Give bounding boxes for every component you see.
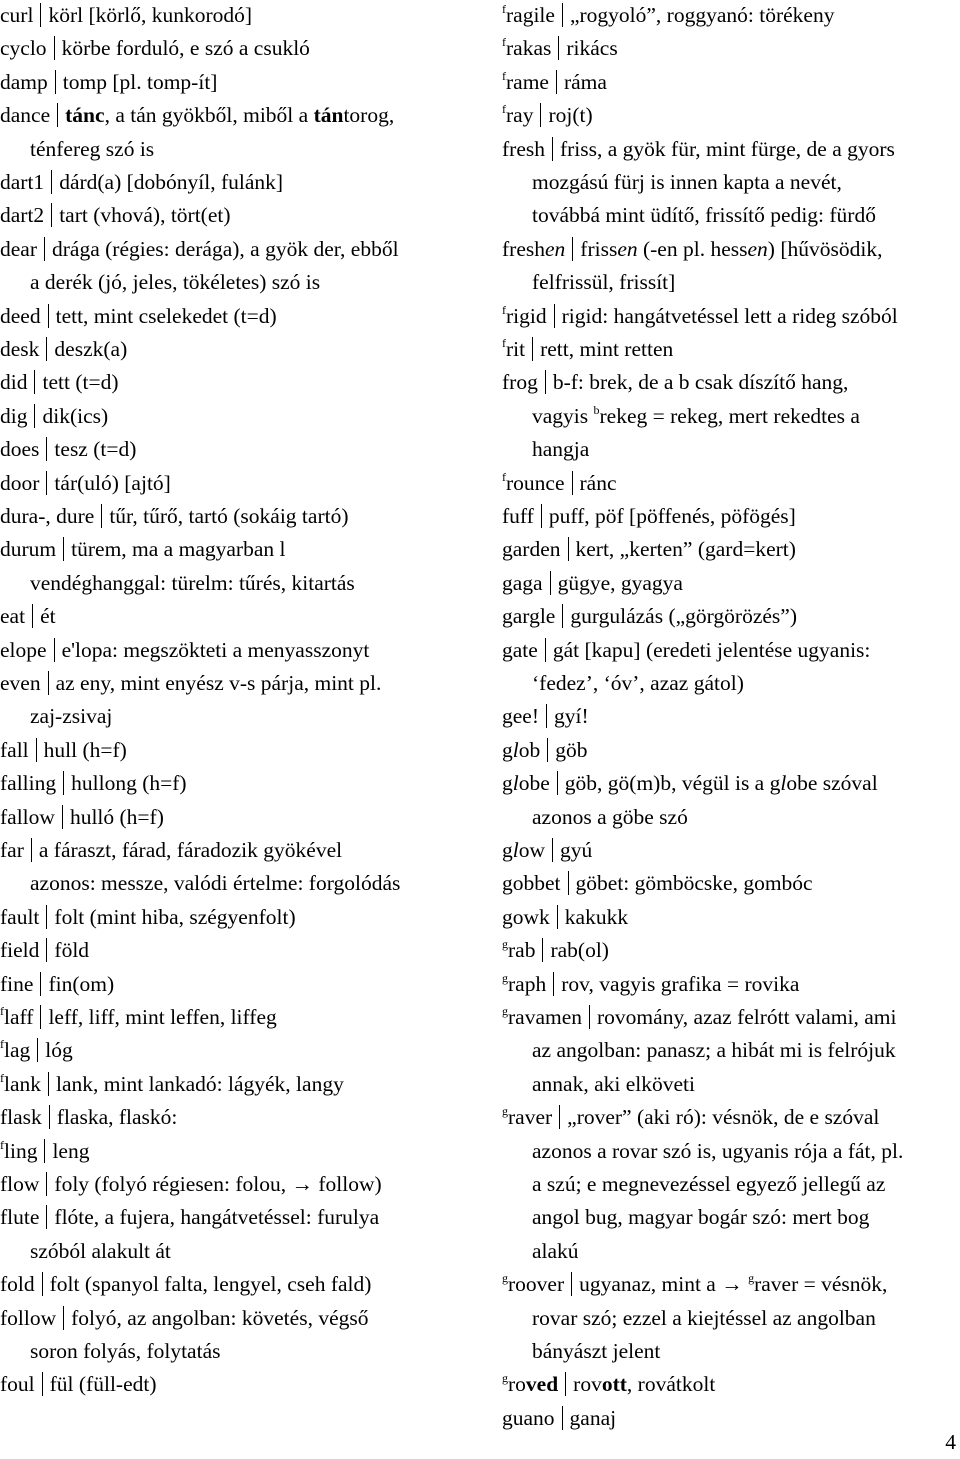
separator-bar — [46, 905, 47, 929]
headword: $^g$raph — [502, 970, 547, 996]
entry-continuation: felfrissül, frissít] — [532, 270, 676, 295]
headword: glob — [502, 737, 541, 762]
dictionary-entry — [0, 634, 369, 667]
headword: freshen — [502, 236, 566, 261]
separator-bar — [562, 604, 563, 628]
dictionary-entry — [0, 433, 136, 466]
headword: fine — [0, 971, 34, 996]
dictionary-entry — [0, 934, 89, 967]
headword: fault — [0, 904, 40, 929]
definition: hullong (h=f) — [71, 771, 187, 796]
dictionary-entry — [502, 834, 592, 867]
separator-bar — [31, 838, 32, 862]
definition: leng — [52, 1138, 90, 1163]
separator-bar — [46, 437, 47, 461]
headword: curl — [0, 3, 34, 27]
headword: $^f$rame — [502, 68, 549, 94]
entry-continuation: angol bug, magyar bogár szó: mert bog — [532, 1205, 870, 1230]
dictionary-entry — [502, 533, 796, 566]
definition: hulló (h=f) — [69, 804, 164, 829]
separator-bar — [48, 304, 49, 328]
entry-continuation: alakú — [532, 1238, 579, 1263]
headword: glow — [502, 838, 546, 862]
separator-bar — [40, 1005, 41, 1029]
dictionary-entry — [0, 1368, 157, 1401]
separator-bar — [558, 36, 559, 60]
dictionary-entry — [0, 66, 217, 99]
separator-bar — [63, 771, 64, 795]
dictionary-entry — [502, 867, 813, 900]
definition: göb — [555, 737, 588, 762]
headword: durum — [0, 537, 57, 562]
dictionary-entry — [0, 366, 119, 399]
dictionary-entry — [0, 1034, 73, 1067]
definition: folyó, az angolban: követés, végső — [71, 1305, 369, 1330]
separator-bar — [42, 1272, 43, 1296]
headword: frog — [502, 370, 538, 395]
dictionary-entry — [502, 133, 895, 166]
dictionary-entry — [0, 500, 348, 533]
definition: foly (folyó régiesen: folou, → follow) — [54, 1172, 382, 1196]
definition: gyú — [560, 838, 593, 862]
headword: $^f$laff — [0, 1004, 34, 1029]
definition: flaska, flaskó: — [56, 1105, 178, 1130]
headword: even — [0, 671, 41, 695]
separator-bar — [532, 337, 533, 361]
headword: $^g$roved — [502, 1371, 559, 1397]
dictionary-entry — [502, 734, 587, 767]
separator-bar — [545, 638, 546, 662]
definition: „rover” (aki ró): vésnök, de e szóval — [567, 1105, 880, 1130]
dictionary-entry — [502, 968, 799, 1001]
headword: foul — [0, 1372, 35, 1397]
separator-bar — [552, 137, 553, 161]
definition: b-f: brek, de a b csak díszítő hang, — [552, 370, 849, 395]
headword: damp — [0, 69, 48, 94]
entry-continuation: szóból alakult át — [30, 1238, 171, 1263]
definition: gát [kapu] (eredeti jelentése ugyanis: — [552, 637, 871, 662]
definition: a fáraszt, fárad, fáradozik gyökével — [38, 838, 343, 862]
definition: deszk(a) — [54, 337, 128, 361]
dictionary-entry — [502, 934, 609, 967]
separator-bar — [46, 938, 47, 962]
definition: rett, mint retten — [540, 337, 674, 361]
headword: gate — [502, 637, 538, 662]
separator-bar — [37, 1038, 38, 1062]
dictionary-entry — [502, 700, 589, 733]
headword: fold — [0, 1272, 35, 1297]
entry-continuation: annak, aki elköveti — [532, 1071, 695, 1096]
headword: $^f$rakas — [502, 35, 552, 61]
definition: rab(ol) — [550, 938, 609, 963]
separator-bar — [46, 1205, 47, 1229]
headword: falling — [0, 771, 57, 796]
headword: $^g$ravamen — [502, 1004, 583, 1029]
definition: friss, a gyök für, mint fürge, de a gyors — [559, 136, 895, 161]
definition: puff, pöf [pöffenés, pöfögés] — [548, 504, 796, 528]
definition: ugyanaz, mint a → $^g$raver = vésnök, — [579, 1271, 888, 1297]
definition: leff, liff, mint leffen, liffeg — [48, 1005, 277, 1029]
separator-bar — [54, 638, 55, 662]
dictionary-entry — [502, 300, 898, 333]
definition: tesz (t=d) — [54, 437, 137, 462]
definition: folt (spanyol falta, lengyel, cseh fald) — [49, 1272, 372, 1297]
definition: ránc — [579, 470, 617, 495]
headword: fuff — [502, 504, 534, 528]
dictionary-entry — [0, 1302, 368, 1335]
definition: fül (füll-edt) — [49, 1372, 157, 1397]
separator-bar — [62, 805, 63, 829]
entry-continuation: bányászt jelent — [532, 1339, 661, 1363]
dictionary-entry — [0, 333, 127, 366]
definition: tomp [pl. tomp-ít] — [62, 69, 218, 94]
headword: does — [0, 437, 40, 462]
headword: dig — [0, 403, 28, 428]
dictionary-entry — [502, 500, 796, 533]
dictionary-entry — [0, 667, 381, 700]
separator-bar — [101, 504, 102, 528]
definition: körl [körlő, kunkorodó] — [48, 3, 253, 27]
headword: flask — [0, 1105, 42, 1130]
dictionary-entry — [502, 1268, 887, 1301]
headword: flow — [0, 1172, 40, 1196]
entry-continuation: hangja — [532, 437, 590, 462]
headword: gowk — [502, 904, 550, 929]
dictionary-entry — [0, 1135, 89, 1168]
entry-continuation: azonos a göbe szó — [532, 804, 688, 829]
definition: flóte, a fujera, hangátvetéssel: furulya — [54, 1205, 380, 1230]
separator-bar — [55, 70, 56, 94]
separator-bar — [44, 237, 45, 261]
dictionary-entry — [0, 1068, 344, 1101]
entry-continuation: soron folyás, folytatás — [30, 1339, 221, 1363]
headword: did — [0, 370, 28, 395]
headword: field — [0, 938, 40, 963]
definition: rigid: hangátvetéssel lett a rideg szóból — [561, 303, 898, 328]
separator-bar — [40, 972, 41, 996]
entry-continuation: az angolban: panasz; a hibát mi is felrójuk — [532, 1038, 896, 1063]
separator-bar — [552, 838, 553, 862]
headword: cyclo — [0, 36, 47, 61]
headword: dart2 — [0, 203, 45, 228]
separator-bar — [48, 1072, 49, 1096]
headword: dart1 — [0, 170, 45, 194]
dictionary-entry — [502, 1368, 715, 1401]
dictionary-entry — [502, 233, 882, 266]
dictionary-entry — [502, 767, 878, 800]
entry-continuation: vagyis $^b$rekeg = rekeg, mert rekedtes a — [532, 402, 860, 428]
headword: elope — [0, 637, 47, 662]
dictionary-entry — [0, 834, 342, 867]
dictionary-entry — [0, 166, 283, 199]
definition: türem, ma a magyarban l — [71, 537, 286, 562]
dictionary-entry — [0, 0, 252, 32]
separator-bar — [571, 1272, 572, 1296]
definition: tett, mint cselekedet (t=d) — [55, 303, 277, 328]
definition: göbet: gömböcske, gombóc — [575, 871, 813, 896]
dictionary-entry — [0, 767, 187, 800]
headword: fall — [0, 737, 29, 762]
page-number: 4 — [945, 1430, 956, 1454]
dictionary-entry — [0, 1168, 382, 1201]
definition: föld — [54, 938, 90, 963]
separator-bar — [572, 471, 573, 495]
entry-continuation: ténfereg szó is — [30, 136, 155, 161]
separator-bar — [57, 103, 58, 127]
headword: $^f$lag — [0, 1037, 31, 1063]
separator-bar — [557, 771, 558, 795]
separator-bar — [44, 1139, 45, 1163]
definition: dik(ics) — [42, 403, 109, 428]
separator-bar — [562, 1406, 563, 1430]
separator-bar — [546, 704, 547, 728]
definition: e'lopa: megszökteti a menyasszonyt — [61, 637, 370, 662]
entry-continuation: azonos: messze, valódi értelme: forgolódás — [30, 871, 401, 896]
headword: $^f$rounce — [502, 469, 565, 495]
definition: lank, mint lankadó: lágyék, langy — [56, 1071, 344, 1096]
headword: dura-, dure — [0, 504, 95, 528]
dictionary-entry — [0, 1201, 379, 1234]
definition: roj(t) — [548, 103, 593, 128]
separator-bar — [562, 3, 563, 27]
headword: fresh — [502, 136, 545, 161]
separator-bar — [54, 36, 55, 60]
definition: kert, „kerten” (gard=kert) — [575, 537, 796, 562]
headword: $^f$ling — [0, 1137, 38, 1163]
dictionary-entry — [0, 233, 399, 266]
entry-continuation: mozgású fürj is innen kapta a nevét, — [532, 170, 842, 194]
headword: eat — [0, 604, 26, 629]
definition: hull (h=f) — [43, 737, 127, 762]
definition: „rogyoló”, roggyanó: törékeny — [569, 3, 835, 27]
dictionary-entry — [502, 333, 673, 366]
definition: göb, gö(m)b, végül is a globe szóval — [564, 771, 878, 796]
dictionary-entry — [0, 467, 171, 500]
definition: ét — [40, 604, 56, 629]
definition: ganaj — [569, 1405, 617, 1430]
definition: rovomány, azaz felrótt valami, ami — [597, 1005, 897, 1029]
separator-bar — [556, 70, 557, 94]
entry-continuation: azonos a rovar szó is, ugyanis rója a fát, pl. — [532, 1138, 904, 1163]
separator-bar — [51, 203, 52, 227]
headword: $^f$ray — [502, 102, 534, 128]
dictionary-entry — [502, 32, 618, 65]
dictionary-entry — [502, 1402, 616, 1435]
separator-bar — [42, 1372, 43, 1396]
dictionary-entry — [0, 400, 108, 433]
dictionary-entry — [502, 1001, 897, 1034]
separator-bar — [540, 103, 541, 127]
definition: frissen (-en pl. hessen) [hűvösödik, — [580, 236, 883, 261]
separator-bar — [46, 471, 47, 495]
dictionary-entry — [502, 567, 683, 600]
dictionary-entry — [0, 901, 296, 934]
definition: kakukk — [564, 904, 629, 929]
separator-bar — [559, 1105, 560, 1129]
headword: $^g$rab — [502, 937, 536, 963]
definition: tűr, tűrő, tartó (sokáig tartó) — [109, 504, 349, 528]
definition: gurgulázás („görgörözés”) — [570, 604, 797, 629]
entry-continuation: továbbá mint üdítő, frissítő pedig: fürdő — [532, 203, 876, 228]
separator-bar — [48, 671, 49, 695]
definition: folt (mint hiba, szégyenfolt) — [54, 904, 296, 929]
definition: ráma — [563, 69, 607, 94]
definition: tánc, a tán gyökből, miből a tántorog, — [65, 103, 395, 128]
headword: flute — [0, 1205, 40, 1230]
headword: $^g$roover — [502, 1271, 565, 1297]
definition: tett (t=d) — [42, 370, 119, 395]
headword: gobbet — [502, 871, 561, 896]
definition: körbe forduló, e szó a csukló — [61, 36, 310, 61]
separator-bar — [557, 905, 558, 929]
dictionary-entry — [502, 467, 617, 500]
separator-bar — [568, 871, 569, 895]
dictionary-entry — [502, 1101, 879, 1134]
dictionary-entry — [0, 1101, 177, 1134]
separator-bar — [550, 571, 551, 595]
separator-bar — [51, 170, 52, 194]
headword: gargle — [502, 604, 556, 629]
definition: tár(uló) [ajtó] — [54, 470, 171, 495]
dictionary-entry — [502, 634, 870, 667]
headword: $^f$lank — [0, 1070, 42, 1096]
dictionary-entry — [502, 66, 607, 99]
dictionary-entry — [0, 199, 231, 232]
dictionary-entry — [502, 99, 593, 132]
headword: guano — [502, 1405, 555, 1430]
dictionary-entry — [502, 600, 797, 633]
separator-bar — [63, 537, 64, 561]
headword: $^f$rit — [502, 336, 526, 361]
separator-bar — [568, 537, 569, 561]
dictionary-entry — [502, 0, 834, 32]
headword: $^f$rigid — [502, 302, 547, 328]
separator-bar — [541, 504, 542, 528]
separator-bar — [34, 404, 35, 428]
separator-bar — [49, 1105, 50, 1129]
headword: far — [0, 838, 24, 862]
dictionary-entry — [502, 901, 628, 934]
headword: dear — [0, 236, 37, 261]
separator-bar — [40, 3, 41, 27]
separator-bar — [36, 738, 37, 762]
headword: desk — [0, 337, 40, 361]
entry-continuation: a derék (jó, jeles, tökéletes) szó is — [30, 270, 321, 295]
headword: follow — [0, 1305, 57, 1330]
entry-continuation: vendéghanggal: türelm: tűrés, kitartás — [30, 570, 355, 595]
dictionary-entry — [0, 533, 285, 566]
dictionary-entry — [0, 32, 310, 65]
separator-bar — [553, 972, 554, 996]
separator-bar — [565, 1372, 566, 1396]
separator-bar — [542, 938, 543, 962]
separator-bar — [572, 237, 573, 261]
separator-bar — [545, 370, 546, 394]
separator-bar — [46, 337, 47, 361]
definition: dárd(a) [dobónyíl, fulánk] — [59, 170, 284, 194]
headword: garden — [502, 537, 561, 562]
definition: fin(om) — [48, 971, 115, 996]
dictionary-entry — [0, 600, 56, 633]
separator-bar — [63, 1306, 64, 1330]
separator-bar — [547, 738, 548, 762]
headword: dance — [0, 103, 51, 128]
definition: gyí! — [554, 704, 589, 729]
headword: globe — [502, 771, 550, 796]
definition: rov, vagyis grafika = rovika — [561, 971, 800, 996]
definition: az eny, mint enyész v-s párja, mint pl. — [55, 671, 382, 695]
headword: door — [0, 470, 40, 495]
definition: drága (régies: derága), a gyök der, ebből — [52, 236, 399, 261]
definition: rikács — [566, 36, 618, 61]
separator-bar — [46, 1172, 47, 1196]
entry-continuation: a szú; e megnevezéssel egyező jellegű az — [532, 1172, 886, 1196]
separator-bar — [34, 370, 35, 394]
separator-bar — [32, 604, 33, 628]
dictionary-entry — [0, 99, 394, 132]
definition: tart (vhová), tört(et) — [59, 203, 231, 228]
headword: fallow — [0, 804, 55, 829]
entry-continuation: rovar szó; ezzel a kiejtéssel az angolban — [532, 1305, 876, 1330]
entry-continuation: zaj-zsivaj — [30, 704, 113, 729]
headword: deed — [0, 303, 41, 328]
headword: $^f$ragile — [502, 2, 555, 27]
headword: gaga — [502, 570, 543, 595]
separator-bar — [554, 304, 555, 328]
dictionary-entry — [0, 1268, 371, 1301]
dictionary-entry — [0, 1001, 277, 1034]
dictionary-entry — [502, 366, 848, 399]
separator-bar — [589, 1005, 590, 1029]
headword: $^g$raver — [502, 1104, 553, 1130]
dictionary-entry — [0, 300, 277, 333]
definition: rovott, rovátkolt — [573, 1372, 716, 1397]
definition: lóg — [45, 1038, 73, 1063]
definition: gügye, gyagya — [557, 570, 683, 595]
entry-continuation: ‘fedez’, ‘óv’, azaz gátol) — [532, 671, 744, 695]
dictionary-entry — [0, 968, 114, 1001]
dictionary-entry — [0, 734, 127, 767]
headword: gee! — [502, 704, 539, 729]
dictionary-entry — [0, 801, 164, 834]
